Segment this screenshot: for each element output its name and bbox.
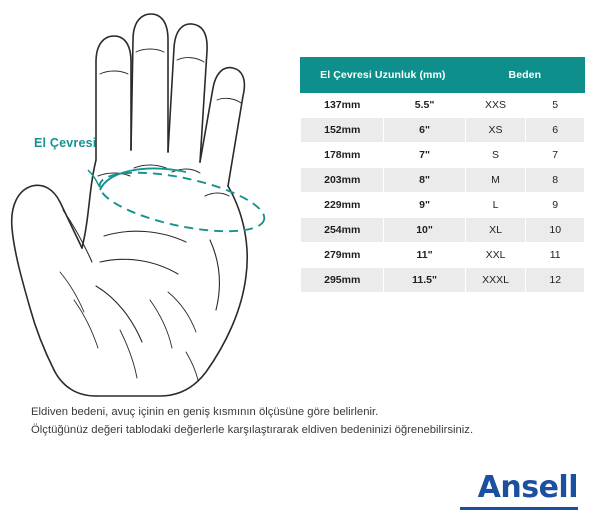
cell-size: S xyxy=(465,143,526,168)
cell-mm: 295mm xyxy=(301,268,384,293)
cell-size: XL xyxy=(465,218,526,243)
table-row xyxy=(301,218,585,243)
cell-mm: 254mm xyxy=(301,218,384,243)
cell-mm: 229mm xyxy=(301,193,384,218)
cell-mm: 203mm xyxy=(301,168,384,193)
cell-inch: 8" xyxy=(384,168,465,193)
cell-number: 12 xyxy=(526,268,585,293)
circumference-label: El Çevresi xyxy=(34,136,97,150)
cell-size: XS xyxy=(465,118,526,143)
cell-inch: 11.5" xyxy=(384,268,465,293)
cell-size: M xyxy=(465,168,526,193)
table-row xyxy=(301,168,585,193)
logo-underline xyxy=(460,507,578,510)
cell-mm: 152mm xyxy=(301,118,384,143)
table-row xyxy=(301,143,585,168)
cell-number: 9 xyxy=(526,193,585,218)
cell-number: 10 xyxy=(526,218,585,243)
table-row xyxy=(301,193,585,218)
instructions-line-1: Eldiven bedeni, avuç içinin en geniş kısmının ölçüsüne göre belirlenir. xyxy=(31,406,379,418)
table-header-row xyxy=(301,58,585,93)
logo-wordmark: Ansell xyxy=(477,470,578,505)
table-row xyxy=(301,268,585,293)
table-header-size: Beden xyxy=(465,58,584,93)
cell-mm: 178mm xyxy=(301,143,384,168)
cell-inch: 9" xyxy=(384,193,465,218)
cell-number: 5 xyxy=(526,93,585,118)
table-row xyxy=(301,118,585,143)
table-body xyxy=(301,93,585,293)
circumference-band xyxy=(88,161,269,243)
cell-inch: 10" xyxy=(384,218,465,243)
hand-illustration xyxy=(0,0,300,410)
cell-size: XXS xyxy=(465,93,526,118)
cell-mm: 137mm xyxy=(301,93,384,118)
cell-inch: 11" xyxy=(384,243,465,268)
table-row xyxy=(301,243,585,268)
cell-number: 11 xyxy=(526,243,585,268)
table-row xyxy=(301,93,585,118)
cell-mm: 279mm xyxy=(301,243,384,268)
size-table xyxy=(300,57,585,293)
cell-inch: 5.5" xyxy=(384,93,465,118)
hand-drawing xyxy=(0,0,300,410)
instructions xyxy=(31,404,571,439)
cell-number: 8 xyxy=(526,168,585,193)
cell-size: L xyxy=(465,193,526,218)
cell-size: XXL xyxy=(465,243,526,268)
cell-number: 7 xyxy=(526,143,585,168)
cell-number: 6 xyxy=(526,118,585,143)
cell-inch: 6" xyxy=(384,118,465,143)
cell-size: XXXL xyxy=(465,268,526,293)
table-header-circumference: El Çevresi Uzunluk (mm) xyxy=(301,58,466,93)
instructions-line-2: Ölçtüğünüz değeri tablodaki değerlerle karşılaştırarak eldiven bedeninizi öğrenebilirsiniz. xyxy=(31,423,474,436)
ansell-logo xyxy=(460,470,578,510)
cell-inch: 7" xyxy=(384,143,465,168)
